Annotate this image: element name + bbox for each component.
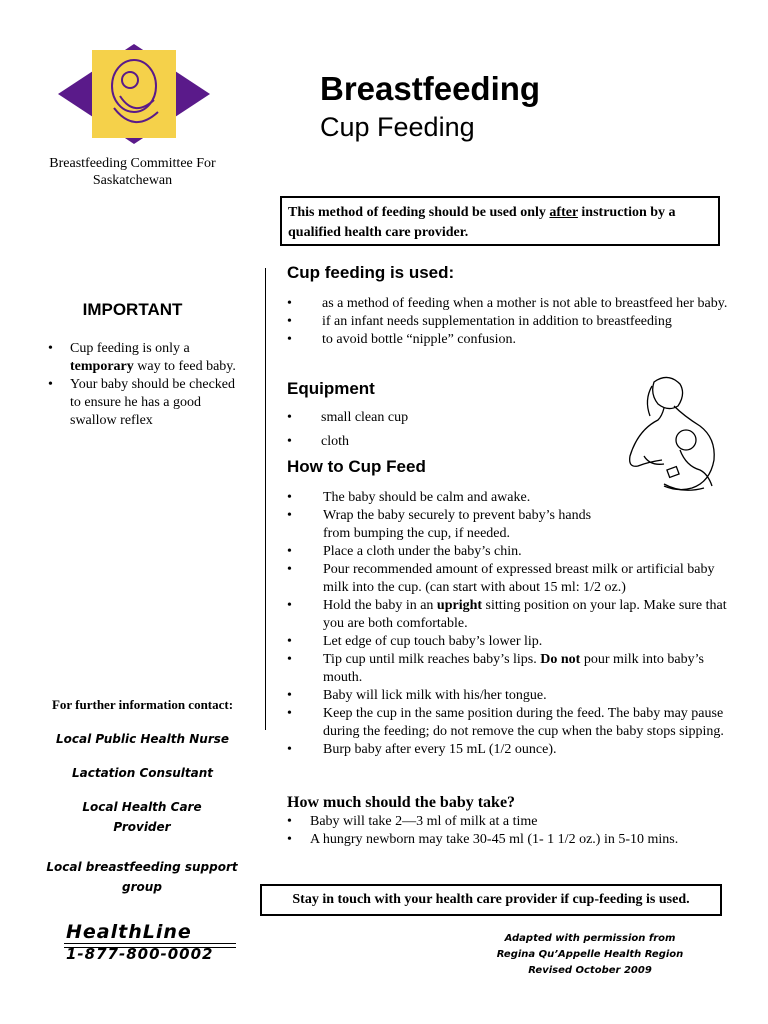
contact-health-care-provider: Local Health Care Provider: [82, 800, 202, 834]
equipment-heading: Equipment: [287, 379, 375, 398]
page-subtitle: Cup Feeding: [320, 112, 475, 142]
list-item: • if an infant needs supplementation in addition to breastfeeding: [287, 314, 672, 329]
contact-support-group: Local breastfeeding support group: [46, 860, 238, 894]
contact-lactation-consultant: Lactation Consultant: [71, 766, 213, 780]
how-much-heading: How much should the baby take?: [287, 794, 516, 811]
list-item: • Pour recommended amount of expressed breast milk or artificial baby milk into the cup. (can start with about 15 ml: 1/2 oz.): [287, 562, 715, 595]
list-item: • Baby will take 2—3 ml of milk at a time: [287, 814, 538, 829]
contact-public-health-nurse: Local Public Health Nurse: [55, 732, 230, 746]
list-item: • small clean cup: [287, 410, 409, 425]
list-item: • cloth: [287, 434, 349, 449]
list-item: • as a method of feeding when a mother is not able to breastfeed her baby.: [287, 296, 728, 311]
contact-heading: For further information contact:: [51, 697, 234, 712]
how-much-list: [287, 813, 737, 849]
mother-cup-feeding-illustration: [624, 372, 720, 506]
list-item: • Let edge of cup touch baby’s lower lip.: [287, 634, 543, 649]
list-item: • Place a cloth under the baby’s chin.: [287, 544, 522, 559]
list-item: • Your baby should be checked to ensure he has a good swallow reflex: [48, 377, 235, 428]
page-title: Breastfeeding: [320, 70, 541, 107]
cup-used-list: [287, 295, 737, 349]
list-item: • Burp baby after every 15 mL (1/2 ounce).: [287, 742, 557, 757]
list-item: • Hold the baby in an upright sitting position on your lap. Make sure that you are both comfortable.: [287, 598, 727, 631]
important-list: [48, 340, 248, 430]
important-heading: IMPORTANT: [82, 300, 183, 319]
list-item: • A hungry newborn may take 30-45 ml (1- 1 1/2 oz.) in 5-10 mins.: [287, 832, 679, 847]
healthline-logo: HealthLine: [66, 921, 192, 943]
how-to-heading: How to Cup Feed: [287, 457, 426, 476]
committee-name: Breastfeeding Committee For Saskatchewan: [49, 156, 216, 188]
list-item: • The baby should be calm and awake.: [287, 490, 531, 505]
list-item: • Wrap the baby securely to prevent baby’s hands from bumping the cup, if needed.: [287, 508, 592, 541]
committee-logo: [58, 44, 210, 144]
list-item: • Baby will lick milk with his/her tongue.: [287, 688, 547, 703]
adapted-credit: Adapted with permission from Regina Qu’Appelle Health Region Revised October 2009: [496, 933, 684, 976]
cup-used-heading: Cup feeding is used:: [287, 263, 455, 282]
healthline-phone: 1-877-800-0002: [66, 945, 214, 963]
list-item: • Tip cup until milk reaches baby’s lips. Do not pour milk into baby’s mouth.: [287, 652, 704, 685]
equipment-list: [287, 406, 587, 454]
column-divider: [265, 268, 266, 730]
list-item: • to avoid bottle “nipple” confusion.: [287, 332, 517, 347]
list-item: • Keep the cup in the same position during the feed. The baby may pause during the feeding; do not remove the cup when the baby stops sipping.: [287, 706, 724, 739]
instruction-notice: This method of feeding should be used only after instruction by a qualified health care provider.: [280, 196, 720, 246]
stay-in-touch-box: Stay in touch with your health care provider if cup-feeding is used.: [260, 884, 722, 916]
list-item: • Cup feeding is only a temporary way to feed baby.: [48, 341, 236, 374]
how-to-list: [287, 489, 737, 759]
